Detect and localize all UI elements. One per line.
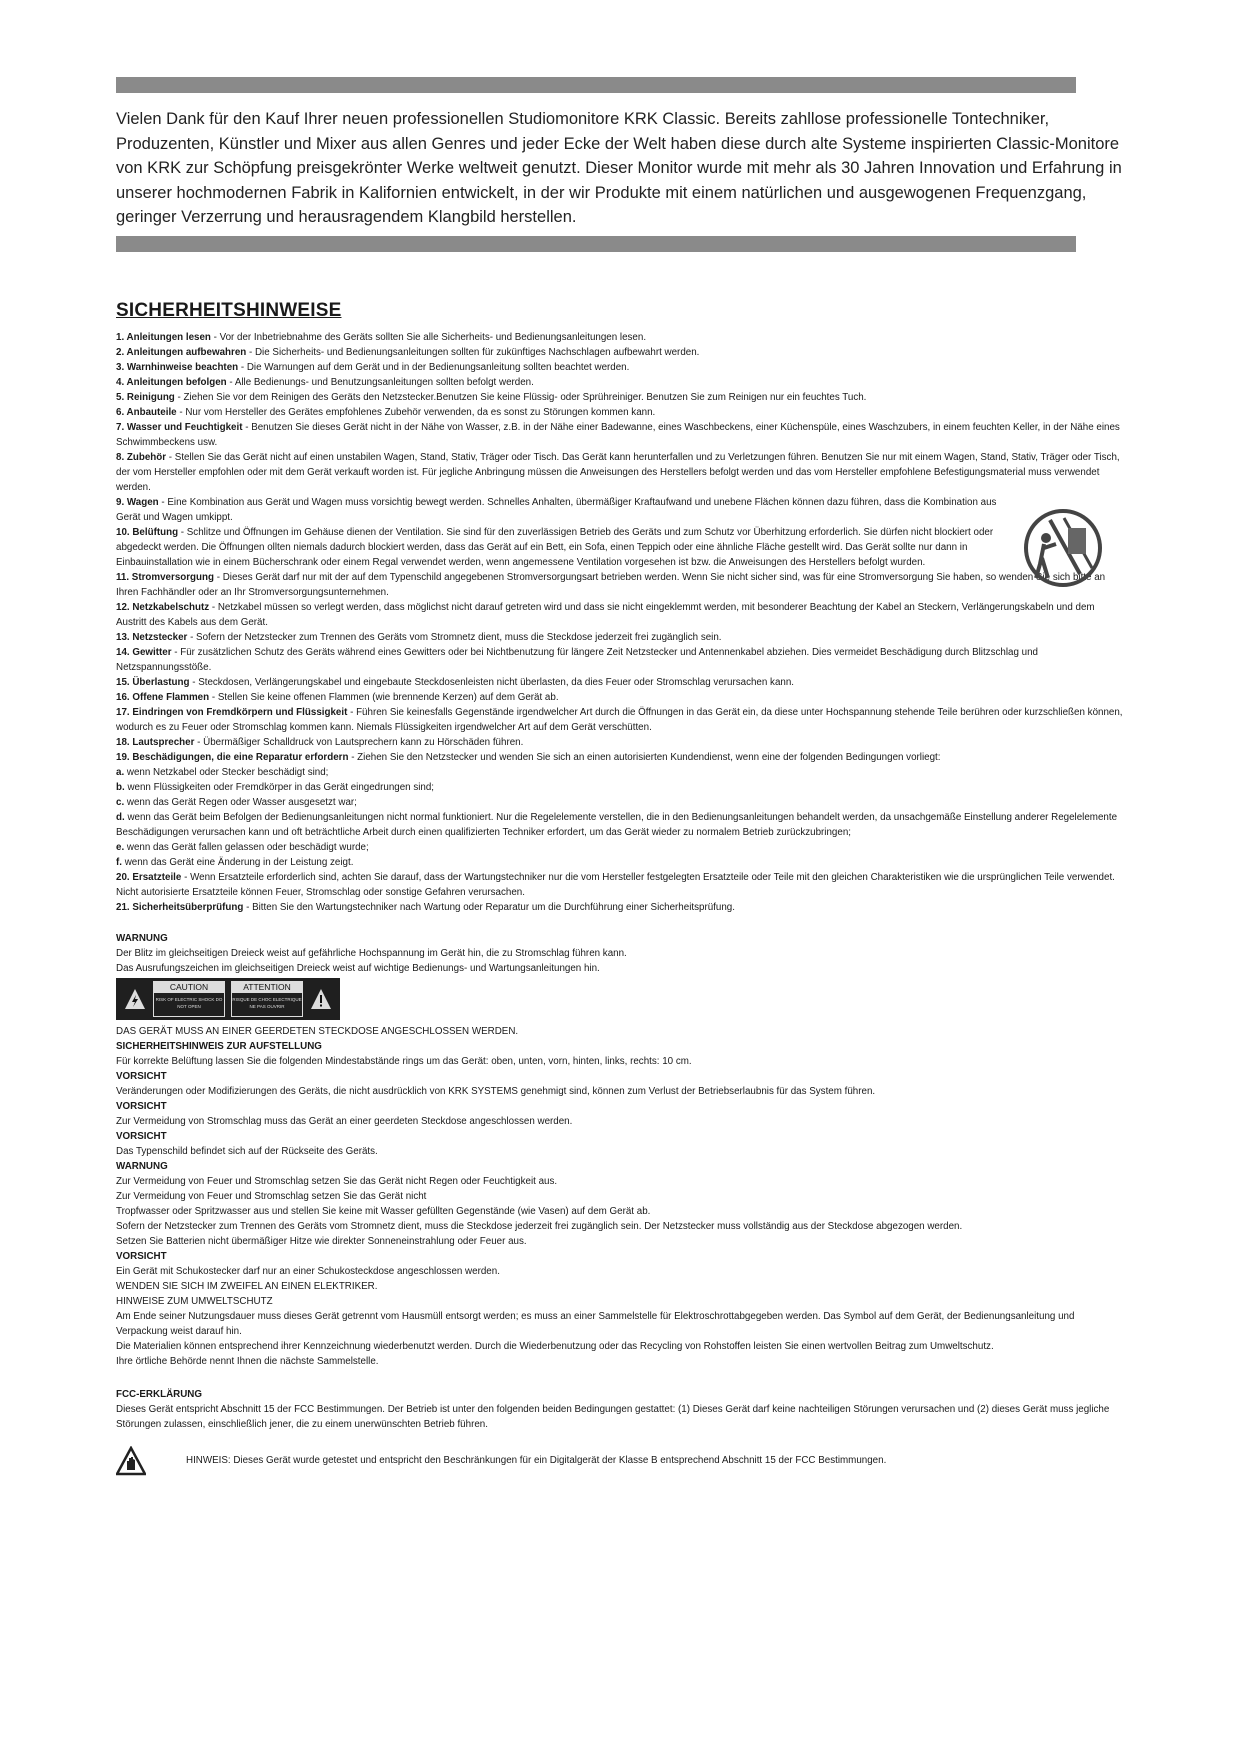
safety-item-text: - Nur vom Hersteller des Gerätes empfohlenes Zubehör verwenden, da es sonst zu Störungen kommen kann.: [176, 406, 656, 418]
warning-line-lightning: Der Blitz im gleichseitigen Dreieck weist auf gefährliche Hochspannung im Gerät hin, die zu Stromschlag führen kann.: [116, 947, 627, 959]
caution-label: CAUTION RISK OF ELECTRIC SHOCK DO NOT OPEN: [153, 981, 225, 1017]
safety-item: [116, 870, 1126, 900]
safety-item-title: f.: [116, 856, 122, 868]
safety-item-title: 10. Belüftung: [116, 526, 179, 538]
safety-item: [116, 705, 1126, 735]
safety-list: [116, 330, 1126, 915]
safety-item-text: - Sofern der Netzstecker zum Trennen des Geräts vom Stromnetz dient, muss die Steckdose jederzeit frei zugänglich sein.: [187, 631, 722, 643]
safety-item-title: 2. Anleitungen aufbewahren: [116, 346, 247, 358]
safety-item-title: 15. Überlastung: [116, 676, 190, 688]
safety-item-text: - Dieses Gerät darf nur mit der auf dem Typenschild angegebenen Stromversorgungsart betrieben werden. Wenn Sie nicht sicher sind, was für eine Stromversorgung Sie haben, so wenden Sie sich bitte an Ihren Fachhändler oder an Ihr Stromversorgungsunternehmen.: [116, 571, 1106, 598]
safety-item: [116, 360, 1126, 375]
attention-label: ATTENTION RISQUE DE CHOC ELECTRIQUE NE PAS OUVRIR: [231, 981, 303, 1017]
fcc-text: Dieses Gerät entspricht Abschnitt 15 der FCC Bestimmungen. Der Betrieb ist unter den folgenden beiden Bedingungen gestattet: (1) Dieses Gerät darf keine nachteiligen Störungen verursachen und (2) dieses Gerät muss jegliche Störungen zulassen, einschließlich jener, die zu einem unerwünschten Betrieb führen.: [116, 1403, 1110, 1430]
safety-item-title: 20. Ersatzteile: [116, 871, 182, 883]
safety-item: [116, 330, 1126, 345]
notes-heading: WARNUNG: [116, 1160, 168, 1172]
notes-line: Ein Gerät mit Schukostecker darf nur an einer Schukosteckdose angeschlossen werden.: [116, 1265, 500, 1277]
safety-item-title: 6. Anbauteile: [116, 406, 177, 418]
cart-tip-warning-icon: [1020, 508, 1106, 588]
top-divider-bar: [116, 77, 1076, 93]
safety-item: [116, 450, 1126, 495]
caution-attention-label: [116, 978, 340, 1020]
lightning-triangle-icon: [124, 988, 146, 1010]
safety-item: [116, 420, 1126, 450]
notes-heading: VORSICHT: [116, 1100, 167, 1112]
safety-item-title: 21. Sicherheitsüberprüfung: [116, 901, 244, 913]
safety-item-title: 5. Reinigung: [116, 391, 175, 403]
warning-section: [116, 931, 1126, 1369]
safety-item-title: 1. Anleitungen lesen: [116, 331, 211, 343]
safety-item: [116, 795, 1126, 810]
notes-line: Tropfwasser oder Spritzwasser aus und stellen Sie keine mit Wasser gefüllten Gegenstände (wie Vasen) auf dem Gerät ab.: [116, 1205, 651, 1217]
notes-line: Sofern der Netzstecker zum Trennen des Geräts vom Stromnetz dient, muss die Steckdose jederzeit frei zugänglich sein. Der Netzstecker muss vollständig aus der Steckdose abgezogen werden.: [116, 1220, 963, 1232]
safety-item: [116, 780, 1126, 795]
safety-item: [116, 375, 1126, 390]
notes-heading: VORSICHT: [116, 1070, 167, 1082]
safety-item-text: - Für zusätzlichen Schutz des Geräts während eines Gewitters oder bei Nichtbenutzung für längere Zeit Netzstecker und Antennenkabel abziehen. Dies vermeidet Beschädigung durch Blitzschlag und Netzspannungsstöße.: [116, 646, 1038, 673]
safety-heading: SICHERHEITSHINWEISE: [116, 299, 342, 321]
notes-line: Ihre örtliche Behörde nennt Ihnen die nächste Sammelstelle.: [116, 1355, 379, 1367]
safety-item: [116, 750, 1126, 765]
safety-item-title: 17. Eindringen von Fremdkörpern und Flüssigkeit: [116, 706, 348, 718]
safety-item-text: - Vor der Inbetriebnahme des Geräts sollten Sie alle Sicherheits- und Bedienungsanleitungen lesen.: [210, 331, 647, 343]
safety-item-text: - Übermäßiger Schalldruck von Lautsprechern kann zu Hörschäden führen.: [194, 736, 524, 748]
safety-item-title: 18. Lautsprecher: [116, 736, 195, 748]
safety-item: [116, 690, 1126, 705]
safety-item: [116, 570, 1126, 600]
safety-item-text: wenn das Gerät beim Befolgen der Bedienungsanleitungen nicht normal funktioniert. Nur die Regelelemente verstellen, die in den Bedienungsanleitungen behandelt werden, da unsachgemäße Einstellung anderer Regelelemente Beschädigungen verursachen kann und oft beträchtliche Arbeit durch einen qualifizierten Techniker erfordert, um das Gerät wieder zu normalem Betrieb zurückzubringen;: [116, 811, 1118, 838]
safety-item-title: c.: [116, 796, 125, 808]
safety-item-title: 9. Wagen: [116, 496, 159, 508]
safety-item-text: wenn das Gerät fallen gelassen oder beschädigt wurde;: [124, 841, 369, 853]
safety-item: [116, 900, 1126, 915]
safety-item-title: 3. Warnhinweise beachten: [116, 361, 239, 373]
safety-item-title: e.: [116, 841, 125, 853]
safety-item-text: wenn Netzkabel oder Stecker beschädigt sind;: [124, 766, 329, 778]
fcc-heading: FCC-ERKLÄRUNG: [116, 1388, 202, 1400]
safety-item-title: d.: [116, 811, 125, 823]
notes-heading: VORSICHT: [116, 1250, 167, 1262]
safety-item-text: - Wenn Ersatzteile erforderlich sind, achten Sie darauf, dass der Wartungstechniker nur die vom Hersteller festgelegten Ersatzteile oder Teile mit den gleichen Charakteristiken wie die ursprünglichen Teile verwendet. Nicht autorisierte Ersatzteile können Feuer, Stromschlag oder sonstige Gefahren verursachen.: [116, 871, 1115, 898]
safety-item: [116, 735, 1126, 750]
safety-item-text: wenn das Gerät Regen oder Wasser ausgesetzt war;: [124, 796, 357, 808]
safety-item-text: - Netzkabel müssen so verlegt werden, dass möglichst nicht darauf getreten wird und dass sie nicht eingeklemmt werden, mit besonderer Beachtung der Kabel an Steckern, Verlängerungskabeln und dem Austritt des Kabels aus dem Gerät.: [116, 601, 1095, 628]
notes-line: WENDEN SIE SICH IM ZWEIFEL AN EINEN ELEKTRIKER.: [116, 1280, 378, 1292]
safety-item-text: wenn das Gerät eine Änderung in der Leistung zeigt.: [121, 856, 354, 868]
safety-item: [116, 345, 1126, 360]
notes-line: Für korrekte Belüftung lassen Sie die folgenden Mindestabstände rings um das Gerät: oben, unten, vorn, hinten, links, rechts: 10 cm.: [116, 1055, 692, 1067]
warning-heading: WARNUNG: [116, 932, 168, 944]
safety-item: [116, 765, 1126, 780]
notes-line: Zur Vermeidung von Feuer und Stromschlag setzen Sie das Gerät nicht Regen oder Feuchtigkeit aus.: [116, 1175, 558, 1187]
warning-line-exclamation: Das Ausrufungszeichen im gleichseitigen Dreieck weist auf wichtige Bedienungs- und Wartungsanleitungen hin.: [116, 962, 600, 974]
safety-item-title: a.: [116, 766, 125, 778]
safety-item-title: 11. Stromversorgung: [116, 571, 214, 583]
fcc-notice: [116, 1446, 1126, 1476]
safety-item-text: - Stellen Sie keine offenen Flammen (wie brennende Kerzen) auf dem Gerät ab.: [209, 691, 559, 703]
safety-item-title: 13. Netzstecker: [116, 631, 188, 643]
safety-item-title: 7. Wasser und Feuchtigkeit: [116, 421, 243, 433]
notes-line: Zur Vermeidung von Stromschlag muss das Gerät an einer geerdeten Steckdose angeschlossen werden.: [116, 1115, 573, 1127]
safety-item: [116, 810, 1126, 840]
notes-line: Zur Vermeidung von Feuer und Stromschlag setzen Sie das Gerät nicht: [116, 1190, 427, 1202]
manual-page: [116, 77, 1126, 1476]
notes-line: DAS GERÄT MUSS AN EINER GEERDETEN STECKDOSE ANGESCHLOSSEN WERDEN.: [116, 1025, 519, 1037]
notes-line: Setzen Sie Batterien nicht übermäßiger Hitze wie direkter Sonneneinstrahlung oder Feuer aus.: [116, 1235, 527, 1247]
safety-item-title: 14. Gewitter: [116, 646, 172, 658]
safety-item-text: - Die Warnungen auf dem Gerät und in der Bedienungsanleitung sollten beachtet werden.: [238, 361, 630, 373]
notes-line: Am Ende seiner Nutzungsdauer muss dieses Gerät getrennt vom Hausmüll entsorgt werden; es muss an einer Sammelstelle für Elektroschrottabgegeben werden. Das Symbol auf dem Gerät, der Bedienungsanleitung und Verpackung weist darauf hin.: [116, 1310, 1075, 1337]
intro-paragraph: Vielen Dank für den Kauf Ihrer neuen professionellen Studiomonitore KRK Classic. Bereits zahllose professionelle Tontechniker, Produzenten, Künstler und Mixer aus allen Genres und jeder Ecke der Welt haben diese durch alte Systeme inspirierten Classic-Monitore von KRK zur Schöpfung preisgekrönter Werke weltweit genutzt. Dieser Monitor wurde mit mehr als 30 Jahren Innovation und Erfahrung in unserer hochmodernen Fabrik in Kalifornien entwickelt, in der wir Produkte mit einem natürlichen und ausgewogenen Frequenzgang, geringer Verzerrung und herausragendem Klangbild herstellen.: [116, 110, 1122, 227]
safety-item: [116, 645, 1126, 675]
safety-item: [116, 525, 1006, 570]
safety-item-title: 4. Anleitungen befolgen: [116, 376, 227, 388]
safety-item: [116, 495, 1006, 525]
safety-item-text: - Ziehen Sie den Netzstecker und wenden Sie sich an einen autorisierten Kundendienst, wenn eine der folgenden Bedingungen vorliegt:: [348, 751, 941, 763]
notes-line: Die Materialien können entsprechend ihrer Kennzeichnung wiederbenutzt werden. Durch die Wiederbenutzung oder das Recycling von Rohstoffen leisten Sie einen wertvollen Beitrag zum Umweltschutz.: [116, 1340, 994, 1352]
safety-item-text: - Die Sicherheits- und Bedienungsanleitungen sollten für zukünftiges Nachschlagen aufbewahrt werden.: [246, 346, 700, 358]
safety-item-text: wenn Flüssigkeiten oder Fremdkörper in das Gerät eingedrungen sind;: [124, 781, 435, 793]
notes-line: HINWEISE ZUM UMWELTSCHUTZ: [116, 1295, 273, 1307]
notes-heading: VORSICHT: [116, 1130, 167, 1142]
safety-item-text: - Eine Kombination aus Gerät und Wagen muss vorsichtig bewegt werden. Schnelles Anhalten, übermäßiger Kraftaufwand und unebene Flächen können dazu führen, dass die Kombination aus Gerät und Wagen umkippt.: [116, 496, 997, 523]
safety-item: [116, 855, 1126, 870]
safety-item-title: 19. Beschädigungen, die eine Reparatur erfordern: [116, 751, 349, 763]
safety-item-title: b.: [116, 781, 125, 793]
safety-item: [116, 630, 1126, 645]
notes-line: Das Typenschild befindet sich auf der Rückseite des Geräts.: [116, 1145, 378, 1157]
safety-item-text: - Stellen Sie das Gerät nicht auf einen unstabilen Wagen, Stand, Stativ, Träger oder Tisch. Das Gerät kann herunterfallen und zu Verletzungen führen. Benutzen Sie nur mit einem Wagen, Stand, Stativ, Träger oder Tisch, der vom Hersteller empfohlen oder mit dem Gerät verkauft worden ist. Für jegliche Anbringung müssen die Anweisungen des Herstellers befolgt werden und das vom Hersteller empfohlene Befestigungsmaterial muss verwendet werden.: [116, 451, 1120, 493]
notes-line: Veränderungen oder Modifizierungen des Geräts, die nicht ausdrücklich von KRK SYSTEMS genehmigt sind, können zum Verlust der Betriebserlaubnis für das System führen.: [116, 1085, 876, 1097]
safety-item-text: - Führen Sie keinesfalls Gegenstände irgendwelcher Art durch die Öffnungen in das Gerät ein, da diese unter Hochspannung stehende Teile berühren oder kurzschließen können, wodurch es zu Feuer oder Stromschlag kommen kann. Niemals Flüssigkeiten irgendwelcher Art auf dem Gerät verschütten.: [116, 706, 1123, 733]
safety-item-text: - Schlitze und Öffnungen im Gehäuse dienen der Ventilation. Sie sind für den zuverlässigen Betrieb des Geräts und zum Schutz vor Überhitzung erforderlich. Sie dürfen nicht blockiert oder abgedeckt werden. Die Öffnungen ollten niemals dadurch blockiert werden, dass das Gerät auf ein Bett, ein Sofa, einen Teppich oder eine ähnliche Fläche gestellt wird. Das Gerät sollte nur dann in Einbauinstallation wie in einem Bücherschrank oder einem Regal verwendet werden, wenn angemessene Ventilation vorgesehen ist bzw. die Anweisungen des Herstellers befolgt wurden.: [116, 526, 994, 568]
safety-item: [116, 600, 1126, 630]
safety-item-title: 16. Offene Flammen: [116, 691, 210, 703]
exclamation-triangle-icon: [310, 988, 332, 1010]
safety-item-text: - Bitten Sie den Wartungstechniker nach Wartung oder Reparatur um die Durchführung einer Sicherheitsprüfung.: [243, 901, 735, 913]
safety-item: [116, 840, 1126, 855]
safety-item-text: - Alle Bedienungs- und Benutzungsanleitungen sollten befolgt werden.: [226, 376, 534, 388]
bottom-divider-bar: [116, 236, 1076, 252]
safety-item: [116, 390, 1126, 405]
safety-item: [116, 675, 1126, 690]
safety-item-text: - Ziehen Sie vor dem Reinigen des Geräts den Netzstecker.Benutzen Sie keine Flüssig- oder Sprühreiniger. Benutzen Sie zum Reinigen nur ein feuchtes Tuch.: [174, 391, 867, 403]
safety-item-text: - Benutzen Sie dieses Gerät nicht in der Nähe von Wasser, z.B. in der Nähe einer Badewanne, eines Waschbeckens, einer Küchenspüle, eines Waschzubers, in einem feuchten Keller, in der Nähe eines Schwimmbeckens usw.: [116, 421, 1120, 448]
notes-heading: SICHERHEITSHINWEIS ZUR AUFSTELLUNG: [116, 1040, 322, 1052]
notes-block: [116, 1024, 1126, 1369]
safety-item-title: 12. Netzkabelschutz: [116, 601, 210, 613]
safety-item: [116, 405, 1126, 420]
safety-item-title: 8. Zubehör: [116, 451, 167, 463]
fcc-section: [116, 1387, 1126, 1476]
hand-warning-icon: [116, 1446, 146, 1476]
fcc-notice-text: HINWEIS: Dieses Gerät wurde getestet und entspricht den Beschränkungen für ein Digitalgerät der Klasse B entsprechend Abschnitt 15 der FCC Bestimmungen.: [186, 1455, 887, 1467]
safety-item-text: - Steckdosen, Verlängerungskabel und eingebaute Steckdosenleisten nicht überlasten, da dies Feuer oder Stromschlag verursachen kann.: [189, 676, 795, 688]
